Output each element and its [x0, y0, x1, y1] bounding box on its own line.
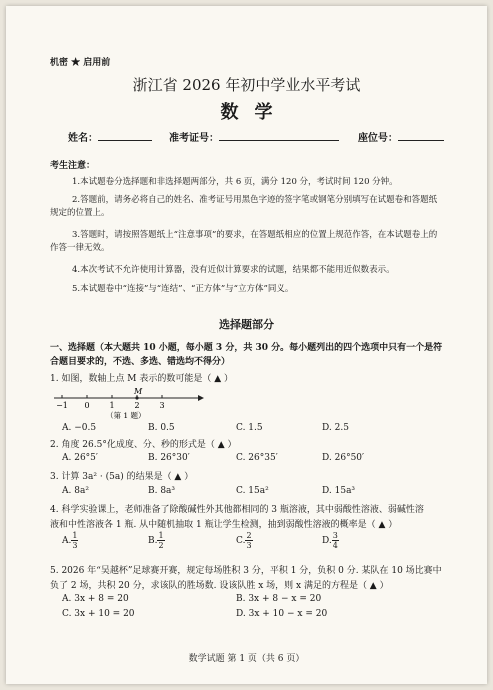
q3-option-d: D. 15a³ [322, 486, 356, 496]
q4-option-b: B. $\frac{1}{2}$ [148, 531, 164, 550]
q2-option-a: A. 26°5′ [62, 453, 98, 463]
question-5-stem-line2: 负了 2 场，共积 20 分，求该队的胜场数. 设该队胜 x 场，则 x 满足的方程是（ ▲ ） [50, 581, 389, 591]
question-5-stem-line1: 5. 2026 年“吴越杯”足球赛开赛，规定每场胜积 3 分，平积 1 分，负积 0 分. 某队在 10 场比赛中 [50, 566, 442, 576]
name-blank [98, 130, 152, 141]
q1-option-c: C. 1.5 [236, 423, 263, 433]
exam-title: 浙江省 2026 年初中学业水平考试 [132, 76, 361, 94]
q2-option-b: B. 26°30′ [148, 453, 190, 463]
number-line-figure [50, 384, 210, 424]
exam-no-blank [219, 130, 339, 141]
number-line-tick-label: 0 [84, 401, 90, 410]
q2-option-c: C. 26°35′ [236, 453, 278, 463]
notice-heading: 考生注意： [50, 161, 96, 171]
number-line-tick-label: −1 [56, 401, 68, 410]
seat-label: 座位号： [357, 133, 398, 144]
candidate-fields [68, 129, 444, 144]
question-2-stem: 2. 角度 26.5°化成度、分、秒的形式是（ ▲ ） [50, 440, 237, 450]
q5-option-b: B. 3x + 8 − x = 20 [236, 594, 322, 604]
q3-option-c: C. 15a² [236, 486, 269, 496]
q3-option-b: B. 8a³ [148, 486, 176, 496]
seat-blank [398, 130, 444, 141]
notice-item: 5.本试题卷中“连接”与“连结”、“正方体”与“立方体”同义。 [72, 284, 294, 294]
section-title: 选择题部分 [219, 318, 274, 331]
q3-option-a: A. 8a² [62, 486, 89, 496]
q1-option-b: B. 0.5 [148, 423, 175, 433]
notice-item: 4.本次考试不允许使用计算器，没有近似计算要求的试题，结果都不能用近似数表示。 [72, 265, 395, 275]
number-line-arrow [198, 395, 204, 401]
q5-option-a: A. 3x + 8 = 20 [62, 594, 129, 604]
question-3-stem: 3. 计算 3a² · (5a) 的结果是（ ▲ ） [50, 472, 194, 482]
number-line-tick-label: 2 [134, 401, 140, 410]
figure-caption: （第 1 题） [106, 411, 146, 420]
part-heading: 一、选择题（本大题共 10 小题，每小题 3 分，共 30 分。每小题列出的四个选项中只有一个是符合题目要求的，不选、多选、错选均不得分） [50, 343, 443, 367]
q5-option-d: D. 3x + 10 − x = 20 [236, 609, 328, 619]
notice-item: 1.本试题卷分选择题和非选择题两部分，共 6 页，满分 120 分，考试时间 120 分钟。 [72, 177, 398, 187]
number-line-tick-label: 3 [159, 401, 165, 410]
q4-option-a: A. $\frac{1}{3}$ [62, 531, 78, 550]
point-m-label: M [134, 387, 143, 396]
exam-no-label: 准考证号： [168, 133, 219, 144]
q4-option-c: C. $\frac{2}{3}$ [236, 531, 252, 550]
subject-title: 数学 [220, 102, 289, 123]
q1-option-d: D. 2.5 [322, 423, 349, 433]
question-1-stem: 1. 如图，数轴上点 M 表示的数可能是（ ▲ ） [50, 374, 234, 384]
page-footer: 数学试题 第 1 页（共 6 页） [188, 654, 305, 664]
q2-option-d: D. 26°50′ [322, 453, 365, 463]
question-4-stem-line2: 液和中性溶液各 1 瓶. 从中随机抽取 1 瓶让学生检测，抽到弱酸性溶液的概率是（ ▲ ） [50, 520, 398, 530]
notice-item: 2.答题前，请务必将自己的姓名、准考证号用黑色字迹的签字笔或钢笔分别填写在试题卷和答题纸规定的位置上。 [50, 195, 438, 218]
q4-option-d: D. $\frac{3}{4}$ [322, 531, 338, 550]
q1-option-a: A. −0.5 [62, 423, 97, 433]
point-m [135, 396, 138, 399]
notice-item: 3.答题时，请按照答题纸上“注意事项”的要求，在答题纸相应的位置上规范作答，在本试题卷上的作答一律无效。 [50, 230, 438, 253]
name-label: 姓名： [68, 133, 98, 144]
q5-option-c: C. 3x + 10 = 20 [62, 609, 135, 619]
number-line-tick-label: 1 [109, 401, 115, 410]
confidential-mark: 机密 ★ 启用前 [50, 58, 111, 68]
question-4-stem-line1: 4. 科学实验课上，老师准备了除酸碱性外其他都相同的 3 瓶溶液，其中弱酸性溶液、弱碱性溶 [50, 505, 424, 515]
